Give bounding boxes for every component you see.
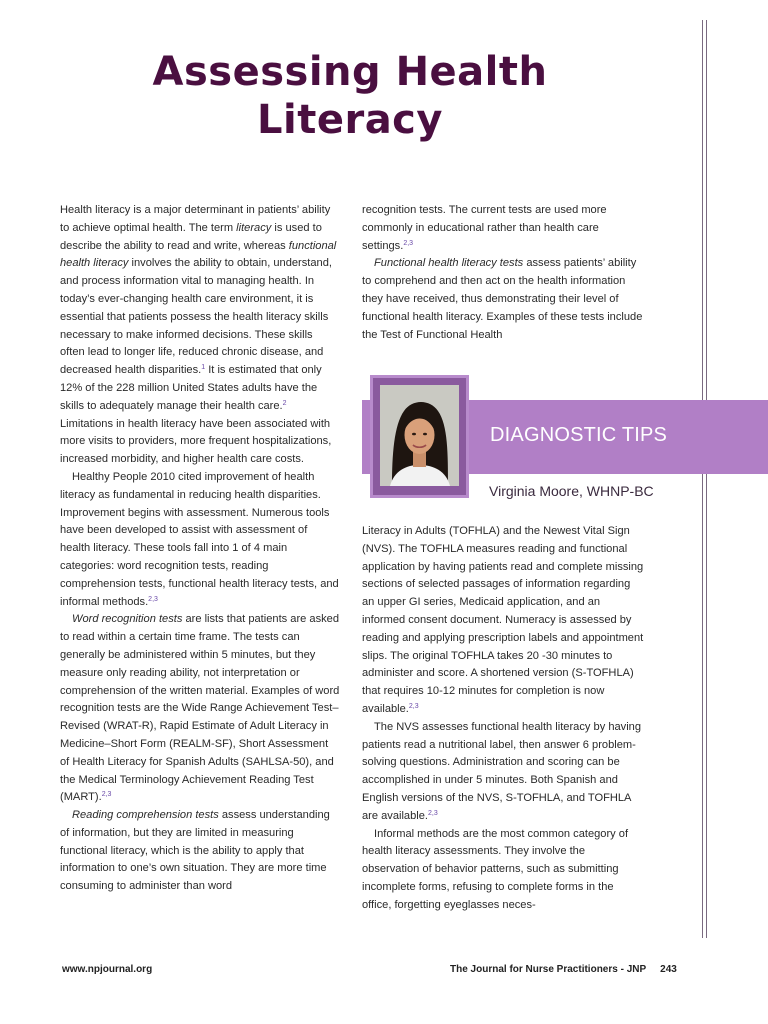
citation: 2,3 [101, 791, 112, 799]
paragraph-nvs: The NVS assesses functional health literacy by having patients read a nutritional label, then answer 6 problem-solving questions. Administration and scoring can be accomplished in under 5 minutes. Both Spanish and English versions of the NVS, S-TOFHLA, and TOFHLA are available.$^{2,3}$ [362, 720, 642, 822]
paragraph-recognition-continued: recognition tests. The current tests are used more commonly in educational rather than health care settings.$^{2,3}$ [362, 204, 607, 252]
page-number: 243 [660, 964, 677, 975]
column-rule-outer [702, 20, 703, 938]
citation: 2,3 [403, 239, 414, 247]
banner-title: DIAGNOSTIC TIPS [490, 424, 668, 446]
paragraph-informal-methods: Informal methods are the most common category of health literacy assessments. They involve the observation of behavior patterns, such as submitting incomplete forms, refusing to complete forms in the office, forgetting eyeglasses neces- [362, 827, 629, 911]
author-byline: Virginia Moore, WHNP-BC [489, 483, 654, 499]
column-rule-inner [706, 20, 707, 938]
footer-journal: The Journal for Nurse Practitioners - JNP [450, 964, 647, 975]
paragraph-intro: Health literacy is a major determinant in patients’ ability to achieve optimal health. The term literacy is used to describe the ability to read and write, whereas functional health literacy involves the ability to obtain, understand, and process information vital to managing health. In today’s ever-changing health care environment, it is essential that patients possess the health literacy skills necessary to make informed decisions. These skills often lead to longer life, reduced chronic disease, and decreased health disparities.$^1$ It is estimated that only 12% of the 228 million United States adults have the skills to adequately manage their health care.$^2$ Limitations in health literacy have been associated with more visits to providers, more frequent hospitalizations, increased morbidity, and higher health care costs. [60, 204, 337, 466]
footer-journal-line [450, 963, 677, 977]
citation: 1 [201, 364, 206, 372]
paragraph-healthy-people: Healthy People 2010 cited improvement of health literacy as fundamental in reducing health disparities. Improvement begins with assessment. Numerous tools have been developed to assist with assessment of health literacy. These tools fall into 1 of 4 main categories: word recognition tests, reading comprehension tests, functional health literacy tests, and informal methods.$^{2,3}$ [60, 470, 339, 608]
article-title: Assessing Health Literacy [152, 49, 548, 143]
paragraph-tofhla: Literacy in Adults (TOFHLA) and the Newest Vital Sign (NVS). The TOFHLA measures reading and functional application by having patients read and complete missing sections of selected passages of information regarding an upper GI series, Medicaid application, and an informed consent document. Numeracy is assessed by reading and applying prescription labels and appointment slips. The original TOFHLA takes 20 -30 minutes to administer and score. A shortened version (S-TOFHLA) that requires 10-12 minutes for completion is now available.$^{2,3}$ [362, 525, 644, 715]
footer-website: www.npjournal.org [62, 964, 153, 975]
body-column-right-top [362, 202, 644, 344]
paragraph-reading-comprehension: Reading comprehension tests assess understanding of information, but they are limited in measuring functional literacy, which is the ability to apply that information to one’s own situation. They are more time consuming to administer than word [60, 809, 330, 893]
paragraph-functional-tests: Functional health literacy tests assess patients’ ability to comprehend and then act on the health information they have received, thus demonstrating their level of functional health literacy. Examples of these tests include the Test of Functional Health [362, 257, 643, 341]
body-column-left [60, 202, 340, 896]
citation: 2,3 [408, 702, 419, 710]
citation: 2 [282, 399, 287, 407]
citation: 2,3 [148, 595, 158, 603]
author-photo [380, 385, 459, 486]
author-portrait-icon [380, 385, 459, 486]
paragraph-word-recognition: Word recognition tests are lists that patients are asked to read within a certain time frame. The tests can generally be administered within 5 minutes, but they measure only reading ability, not interpretation or comprehension of the written material. Examples of word recognition tests are the Wide Range Achievement Test–Revised (WRAT-R), Rapid Estimate of Adult Literacy in Medicine–Short Form (REALM-SF), Short Assessment of Health Literacy for Spanish Adults (SAHLSA-50), and the Medical Terminology Achievement Reading Test (MART).$^{2,3}$ [60, 613, 340, 804]
body-column-right-bottom [362, 523, 644, 915]
citation: 2,3 [428, 809, 438, 817]
